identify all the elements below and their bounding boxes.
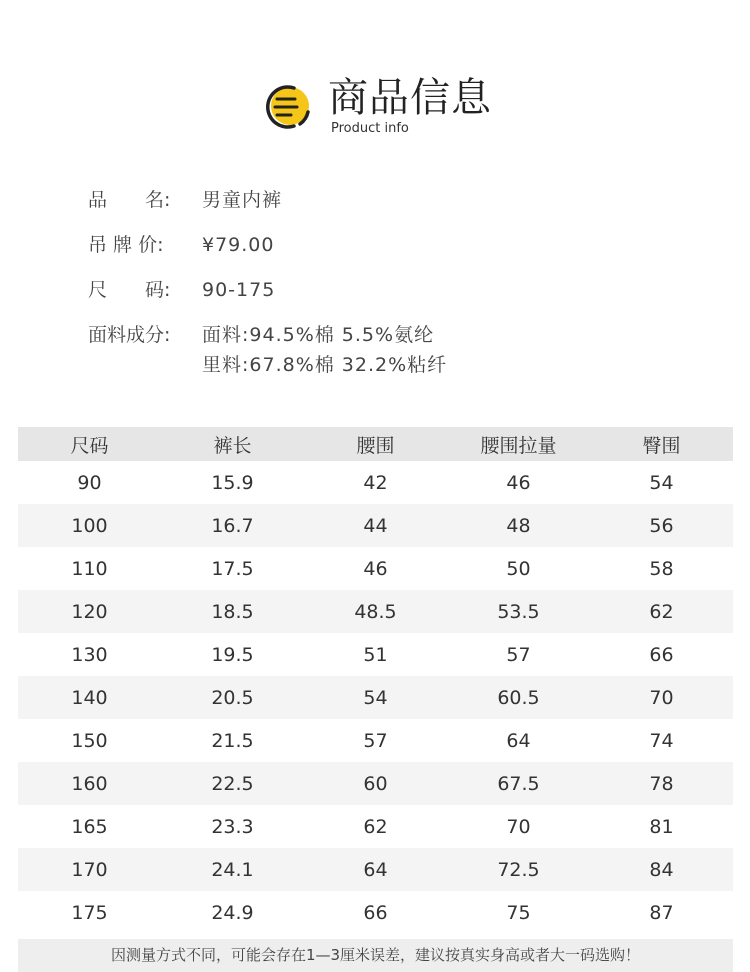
table-row <box>18 547 733 590</box>
info-value-lining: 里料:67.8%棉 32.2%粘纤 <box>202 354 448 376</box>
table-cell: 90 <box>77 471 102 494</box>
table-cell: 70 <box>506 815 531 838</box>
table-cell: 62 <box>590 590 733 633</box>
table-cell: 58 <box>649 557 674 580</box>
table-cell: 46 <box>363 557 388 580</box>
table-cell: 84 <box>590 848 733 891</box>
table-cell: 57 <box>506 643 531 666</box>
table-cell: 87 <box>649 901 674 924</box>
table-cell: 75 <box>506 901 531 924</box>
table-cell: 130 <box>71 643 108 666</box>
section-subtitle: Product info <box>331 121 409 136</box>
table-cell: 66 <box>649 643 674 666</box>
table-cell: 18.5 <box>161 590 304 633</box>
section-title: 商品信息 <box>328 75 492 121</box>
table-row <box>18 891 733 934</box>
table-cell: 160 <box>18 762 161 805</box>
table-cell: 19.5 <box>211 643 254 666</box>
info-value: 面料:94.5%棉 5.5%氨纶 <box>202 324 435 346</box>
table-cell: 50 <box>506 557 531 580</box>
table-cell: 54 <box>649 471 674 494</box>
table-row <box>18 590 733 633</box>
table-row <box>18 848 733 891</box>
table-cell: 48.5 <box>304 590 447 633</box>
table-cell: 23.3 <box>211 815 254 838</box>
table-cell: 170 <box>18 848 161 891</box>
table-cell: 165 <box>71 815 108 838</box>
table-cell: 56 <box>590 504 733 547</box>
table-cell: 21.5 <box>211 729 254 752</box>
column-header: 臀围 <box>590 427 733 461</box>
table-cell: 46 <box>506 471 531 494</box>
table-row <box>18 461 733 504</box>
column-header: 裤长 <box>161 427 304 461</box>
info-value: 男童内裤 <box>202 189 283 211</box>
table-header-row <box>18 427 733 461</box>
table-cell: 24.9 <box>211 901 254 924</box>
table-cell: 44 <box>304 504 447 547</box>
table-row <box>18 676 733 719</box>
table-cell: 16.7 <box>161 504 304 547</box>
table-row <box>18 805 733 848</box>
table-cell: 51 <box>363 643 388 666</box>
table-cell: 60.5 <box>447 676 590 719</box>
column-header: 腰围拉量 <box>447 427 590 461</box>
column-header: 腰围 <box>304 427 447 461</box>
column-header: 尺码 <box>18 427 161 461</box>
table-cell: 53.5 <box>447 590 590 633</box>
table-cell: 66 <box>363 901 388 924</box>
table-cell: 140 <box>18 676 161 719</box>
info-label: 品 名: <box>88 189 171 211</box>
table-cell: 62 <box>363 815 388 838</box>
table-cell: 78 <box>590 762 733 805</box>
table-cell: 100 <box>18 504 161 547</box>
table-cell: 20.5 <box>161 676 304 719</box>
table-cell: 17.5 <box>211 557 254 580</box>
table-cell: 175 <box>71 901 108 924</box>
size-table <box>18 427 733 934</box>
table-cell: 72.5 <box>447 848 590 891</box>
table-cell: 48 <box>447 504 590 547</box>
table-cell: 74 <box>649 729 674 752</box>
table-cell: 15.9 <box>211 471 254 494</box>
table-cell: 57 <box>363 729 388 752</box>
measurement-note: 因测量方式不同，可能会存在1—3厘米误差，建议按真实身高或者大一码选购！ <box>18 939 733 972</box>
table-row <box>18 504 733 547</box>
info-value: 90-175 <box>202 279 276 301</box>
table-cell: 64 <box>506 729 531 752</box>
table-cell: 22.5 <box>161 762 304 805</box>
table-cell: 81 <box>649 815 674 838</box>
table-row <box>18 762 733 805</box>
info-label: 尺 码: <box>88 279 171 301</box>
info-label: 吊 牌 价: <box>88 234 164 256</box>
info-label: 面料成分: <box>88 324 171 346</box>
table-cell: 42 <box>363 471 388 494</box>
table-cell: 67.5 <box>447 762 590 805</box>
table-cell: 60 <box>304 762 447 805</box>
section-header <box>0 70 750 140</box>
info-value: ¥79.00 <box>202 234 275 256</box>
document-lines-icon <box>264 84 312 130</box>
table-cell: 54 <box>304 676 447 719</box>
table-row <box>18 633 733 676</box>
table-cell: 120 <box>18 590 161 633</box>
table-cell: 70 <box>590 676 733 719</box>
table-row <box>18 719 733 762</box>
table-cell: 24.1 <box>161 848 304 891</box>
table-cell: 150 <box>71 729 108 752</box>
table-cell: 64 <box>304 848 447 891</box>
table-cell: 110 <box>71 557 108 580</box>
